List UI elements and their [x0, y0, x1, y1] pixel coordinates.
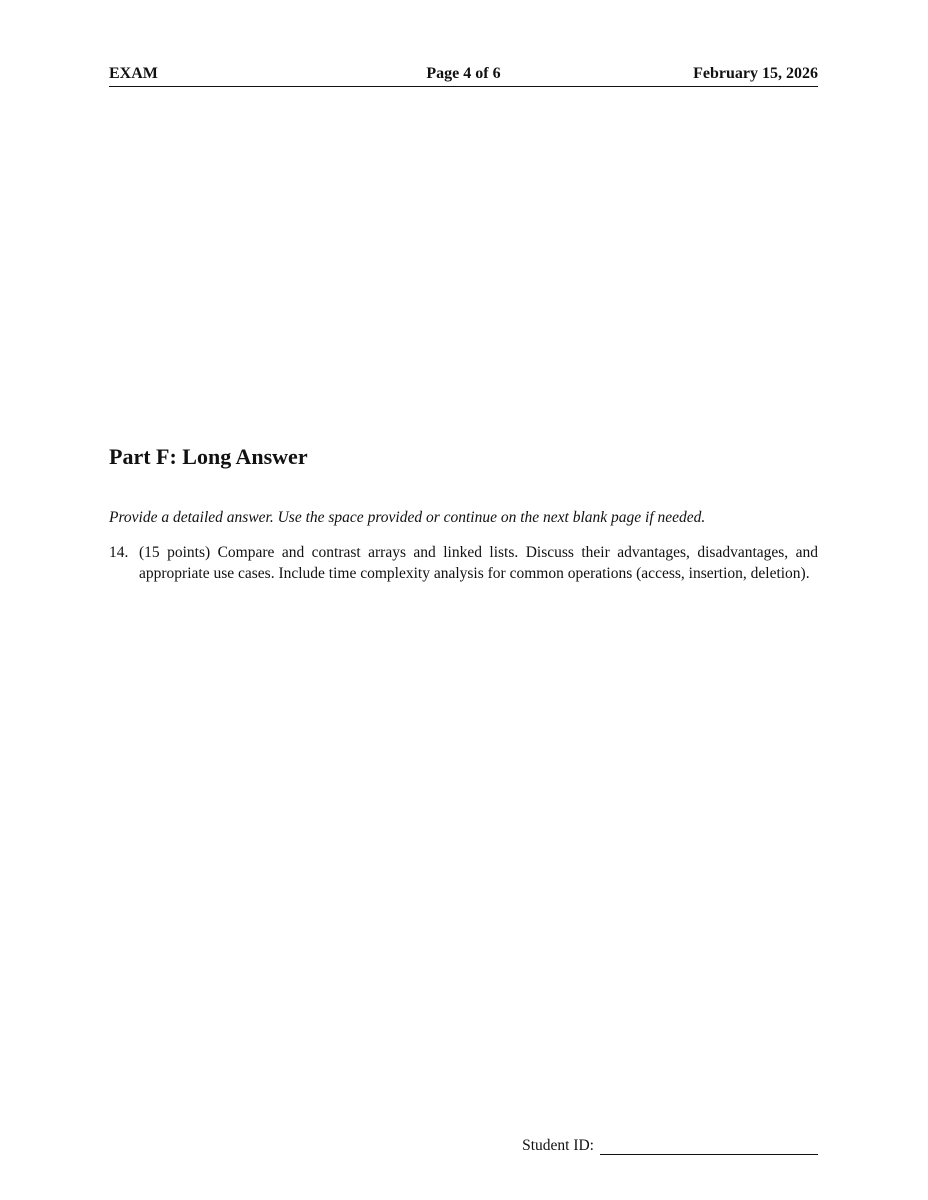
question-text: (15 points) Compare and contrast arrays and linked lists. Discuss their advantages, disadvantages, and appropriate use cases. Include time complexity analysis for common operations (access, insertion, deletion). [139, 544, 818, 582]
question-14 [109, 543, 818, 584]
student-id-field [522, 1137, 818, 1155]
section-title: Part F: Long Answer [109, 444, 308, 469]
page-header [109, 64, 818, 87]
student-id-label: Student ID: [522, 1137, 594, 1154]
student-id-blank-line[interactable] [600, 1138, 818, 1155]
header-date: February 15, 2026 [693, 65, 818, 82]
header-exam-label: EXAM [109, 65, 158, 82]
header-page-number: Page 4 of 6 [426, 65, 501, 82]
question-number: 14. [109, 544, 129, 561]
section-instructions: Provide a detailed answer. Use the space provided or continue on the next blank page if needed. [109, 509, 706, 526]
